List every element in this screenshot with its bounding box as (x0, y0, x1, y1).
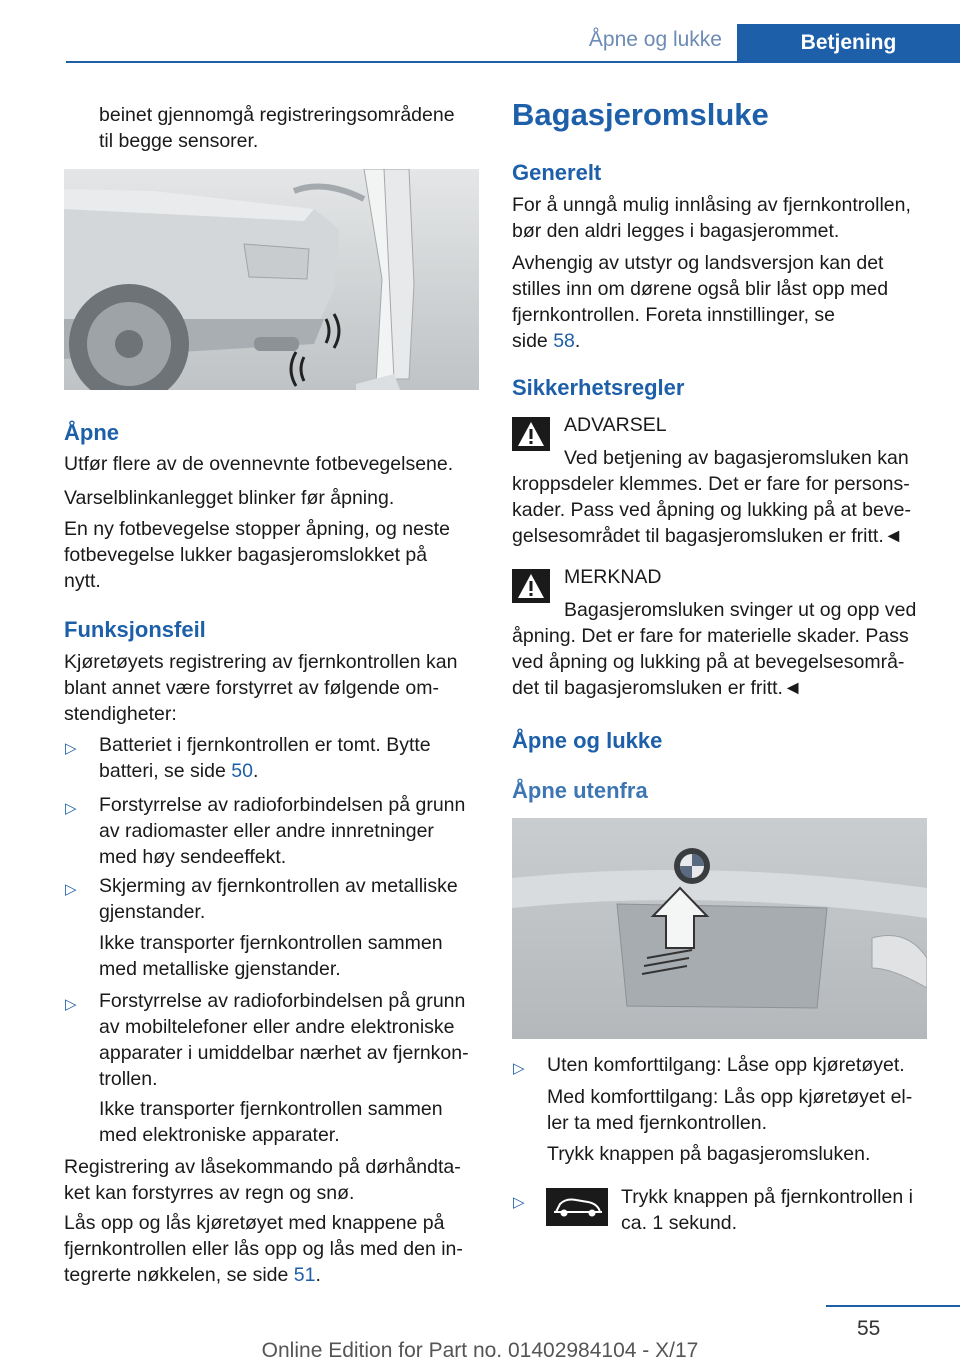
warning-1-line-1: Ved betjening av bagasjeromsluken kan (564, 447, 909, 469)
heading-sikkerhetsregler: Sikkerhetsregler (512, 375, 685, 400)
warning-1-line-2: kroppsdeler klemmes. Det er fare for persons- (512, 473, 910, 495)
intro-line-2: til begge sensorer. (99, 130, 259, 152)
bullet-5: ▷ (513, 1060, 525, 1077)
gen-p2-4: side 58. (512, 330, 581, 352)
heading-apne-utenfra: Åpne utenfra (512, 778, 648, 803)
ff-b3-1: Skjerming av fjernkontrollen av metalliske (99, 875, 458, 897)
notice-line-1: Bagasjeromsluken svinger ut og opp ved (564, 599, 917, 621)
tailgate-footsensor-illustration (64, 169, 479, 390)
intro-line-1: beinet gjennomgå registreringsområdene (99, 104, 455, 126)
warning-triangle-icon (512, 417, 550, 451)
remote-trunk-button-icon (546, 1188, 608, 1226)
al-b2-2: ca. 1 sekund. (621, 1212, 737, 1234)
ff-b4-2: av mobiltelefoner eller andre elektroniske (99, 1016, 455, 1038)
warning-1-line-3: kader. Pass ved åpning og lukking på at beve- (512, 499, 911, 521)
page-link-50[interactable]: 50 (231, 760, 253, 782)
bullet-3: ▷ (65, 881, 77, 898)
ff-intro-1: Kjøretøyets registrering av fjernkontrollen kan (64, 651, 458, 673)
ff-b4-4: trollen. (99, 1068, 158, 1090)
ff-b1-2: batteri, se side 50. (99, 760, 259, 782)
ff-b3-sub-2: med metalliske gjenstander. (99, 958, 341, 980)
heading-funksjonsfeil: Funksjonsfeil (64, 617, 206, 642)
heading-generelt: Generelt (512, 160, 602, 185)
ff-intro-3: stendigheter: (64, 703, 177, 725)
bullet-1: ▷ (65, 740, 77, 757)
gen-p2-1: Avhengig av utstyr og landsversjon kan det (512, 252, 884, 274)
ff-las-2: fjernkontrollen eller lås opp og lås med den in- (64, 1238, 463, 1260)
gen-p2-3: fjernkontrollen. Foreta innstillinger, se (512, 304, 835, 326)
ff-b3-2: gjenstander. (99, 901, 206, 923)
ff-las-1: Lås opp og lås kjøretøyet med knappene på (64, 1212, 445, 1234)
notice-triangle-icon (512, 569, 550, 603)
warning-label: ADVARSEL (564, 414, 667, 436)
ff-b3-sub-1: Ikke transporter fjernkontrollen sammen (99, 932, 443, 954)
heading-apne: Åpne (64, 420, 119, 445)
header-tab: Betjening (737, 24, 960, 62)
ff-reg-1: Registrering av låsekommando på dørhåndta- (64, 1156, 461, 1178)
ff-b1-1: Batteriet i fjernkontrollen er tomt. Bytte (99, 734, 431, 756)
apne-p2: Varselblinkanlegget blinker før åpning. (64, 487, 395, 509)
page-link-58[interactable]: 58 (553, 330, 575, 352)
al-b1-sub-1: Med komforttilgang: Lås opp kjøretøyet el- (547, 1086, 913, 1108)
ff-b4-sub-2: med elektroniske apparater. (99, 1124, 340, 1146)
al-b1-sub-2: ler ta med fjernkontrollen. (547, 1112, 768, 1134)
warning-1-line-4: gelsesområdet til bagasjeromsluken er fritt.◄ (512, 525, 904, 547)
trunk-button-illustration (512, 818, 927, 1039)
bullet-6: ▷ (513, 1194, 525, 1211)
page-link-51[interactable]: 51 (293, 1264, 316, 1286)
notice-line-3: ved åpning og lukking på at bevegelsesområ- (512, 651, 905, 673)
al-b2-1: Trykk knappen på fjernkontrollen i (621, 1186, 913, 1208)
ff-las-3: tegrerte nøkkelen, se side 51. (64, 1264, 321, 1286)
apne-p3-3: nytt. (64, 570, 101, 592)
ff-b2-2: av radiomaster eller andre innretninger (99, 820, 434, 842)
gen-p2-2: stilles inn om dørene også blir låst opp med (512, 278, 889, 300)
al-b1: Uten komforttilgang: Låse opp kjøretøyet. (547, 1054, 905, 1076)
ff-intro-2: blant annet være forstyrret av følgende om- (64, 677, 440, 699)
bullet-4: ▷ (65, 996, 77, 1013)
ff-b2-3: med høy sendeeffekt. (99, 846, 287, 868)
notice-line-2: åpning. Det er fare for materielle skader. Pass (512, 625, 909, 647)
gen-p1-1: For å unngå mulig innlåsing av fjernkontrollen, (512, 194, 911, 216)
header-section: Åpne og lukke (588, 28, 722, 51)
apne-p3-1: En ny fotbevegelse stopper åpning, og neste (64, 518, 450, 540)
notice-line-4: det til bagasjeromsluken er fritt.◄ (512, 677, 803, 699)
gen-p1-2: bør den aldri legges i bagasjerommet. (512, 220, 840, 242)
ff-reg-2: ket kan forstyrres av regn og snø. (64, 1182, 355, 1204)
al-b1-sub2: Trykk knappen på bagasjeromsluken. (547, 1143, 871, 1165)
footer-edition: Online Edition for Part no. 01402984104 - X/17 (261, 1339, 699, 1362)
bullet-2: ▷ (65, 800, 77, 817)
ff-b4-1: Forstyrrelse av radioforbindelsen på grunn (99, 990, 466, 1012)
heading-apne-og-lukke: Åpne og lukke (512, 728, 663, 753)
ff-b4-sub-1: Ikke transporter fjernkontrollen sammen (99, 1098, 443, 1120)
footer-rule (826, 1305, 960, 1307)
notice-label: MERKNAD (564, 566, 662, 588)
ff-b2-1: Forstyrrelse av radioforbindelsen på grunn (99, 794, 466, 816)
apne-p1: Utfør flere av de ovennevnte fotbevegelsene. (64, 453, 454, 475)
title-bagasjeromsluke: Bagasjeromsluke (512, 97, 769, 132)
ff-b4-3: apparater i umiddelbar nærhet av fjernkon- (99, 1042, 469, 1064)
page-number: 55 (857, 1317, 881, 1340)
apne-p3-2: fotbevegelse lukker bagasjeromslokket på (64, 544, 428, 566)
